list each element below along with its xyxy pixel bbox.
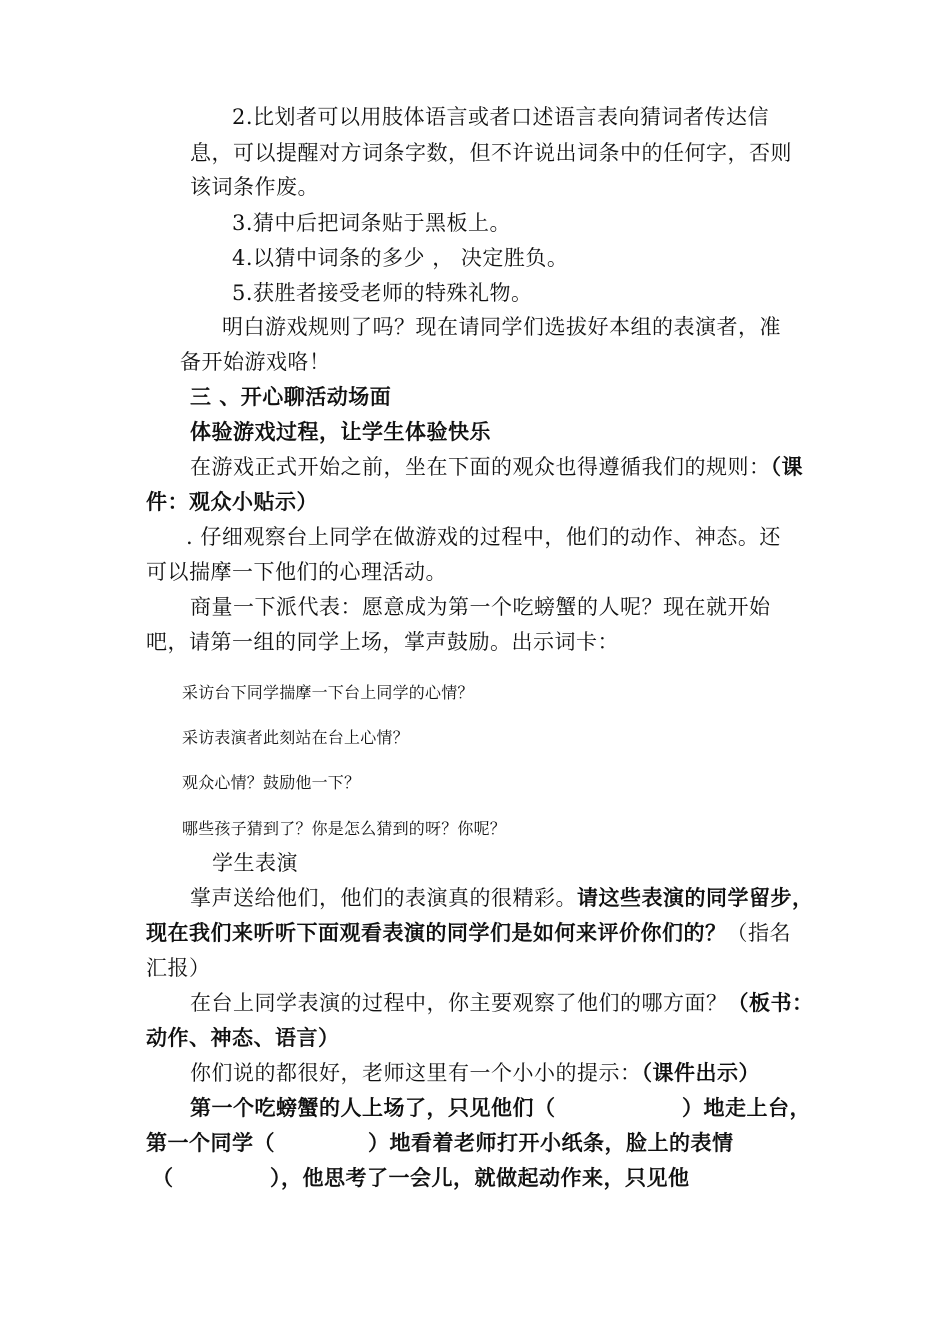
rule-2-line-1: 2.比划者可以用肢体语言或者口述语言表向猜词者传达信 bbox=[232, 105, 770, 129]
rule-3: 3.猜中后把词条贴于黑板上。 bbox=[232, 211, 512, 235]
para-applause-text: 掌声送给他们，他们的表演真的很精彩。 bbox=[190, 886, 577, 910]
para-rules-bold: （课 bbox=[770, 454, 803, 479]
rule-2-line-2: 息，可以提醒对方词条字数，但不许说出词条中的任何字，否则 bbox=[190, 141, 792, 165]
section-heading: 三 、开心聊活动场面 bbox=[190, 384, 392, 409]
intro-line-2: 备开始游戏咯！ bbox=[180, 350, 331, 374]
para-focus-text: 在台上同学表演的过程中，你主要观察了他们的哪方面？ bbox=[190, 991, 728, 1015]
para-fill-line-2a: 第一个同学（ bbox=[146, 1130, 275, 1155]
question-2: 采访表演者此刻站在台上心情？ bbox=[182, 728, 409, 747]
rule-2-line-3: 该词条作废。 bbox=[190, 175, 319, 199]
para-fill-line-3a: （ bbox=[152, 1165, 174, 1190]
student-perform: 学生表演 bbox=[212, 851, 298, 875]
para-focus-line-2: 动作、神态、语言） bbox=[146, 1025, 340, 1050]
question-4: 哪些孩子猜到了？你是怎么猜到的呀？你呢？ bbox=[182, 819, 507, 838]
para-fill-line-1b: ）地走上台， bbox=[682, 1095, 811, 1120]
para-discuss-line-2: 吧，请第一组的同学上场，掌声鼓励。出示词卡： bbox=[146, 630, 619, 654]
para-fill-line-3b: ），他思考了一会儿，就做起动作来，只见他 bbox=[270, 1165, 690, 1190]
intro-line-1: 明白游戏规则了吗？现在请同学们选拔好本组的表演者，准 bbox=[222, 315, 781, 339]
para-observe-line-1: . 仔细观察台上同学在做游戏的过程中，他们的动作、神态。还 bbox=[186, 525, 781, 549]
para-hint-bold: （课件出示） bbox=[641, 1060, 760, 1085]
para-applause-text-2: （指名 bbox=[726, 921, 791, 945]
para-focus-line-1 bbox=[190, 988, 814, 1018]
para-applause-line-1 bbox=[190, 883, 814, 913]
rule-5: 5.获胜者接受老师的特殊礼物。 bbox=[232, 281, 533, 305]
para-rules-line-1 bbox=[190, 452, 803, 482]
para-applause-bold-2: 现在我们来听听下面观看表演的同学们是如何来评价你们的？ bbox=[146, 920, 727, 945]
para-rules-line-2: 件：观众小贴示） bbox=[146, 489, 318, 514]
para-applause-line-2 bbox=[146, 918, 791, 948]
question-1: 采访台下同学揣摩一下台上同学的心情？ bbox=[182, 683, 474, 702]
para-fill-line-2b: ）地看着老师打开小纸条，脸上的表情 bbox=[368, 1130, 734, 1155]
question-3: 观众心情？鼓励他一下？ bbox=[182, 773, 361, 792]
para-hint-line-1 bbox=[190, 1058, 760, 1088]
para-applause-line-3: 汇报） bbox=[146, 956, 211, 980]
para-focus-bold: （板书： bbox=[727, 990, 814, 1015]
section-subheading: 体验游戏过程，让学生体验快乐 bbox=[190, 419, 491, 444]
para-hint-text: 你们说的都很好，老师这里有一个小小的提示： bbox=[190, 1061, 642, 1085]
para-observe-line-2: 可以揣摩一下他们的心理活动。 bbox=[146, 560, 447, 584]
para-fill-line-1a: 第一个吃螃蟹的人上场了，只见他们（ bbox=[190, 1095, 556, 1120]
rule-4: 4.以猜中词条的多少 ， 决定胜负。 bbox=[232, 246, 569, 270]
para-rules-text: 在游戏正式开始之前，坐在下面的观众也得遵循我们的规则： bbox=[190, 455, 771, 479]
para-applause-bold: 请这些表演的同学留步， bbox=[577, 885, 814, 910]
para-discuss-line-1: 商量一下派代表：愿意成为第一个吃螃蟹的人呢？现在就开始 bbox=[190, 595, 771, 619]
